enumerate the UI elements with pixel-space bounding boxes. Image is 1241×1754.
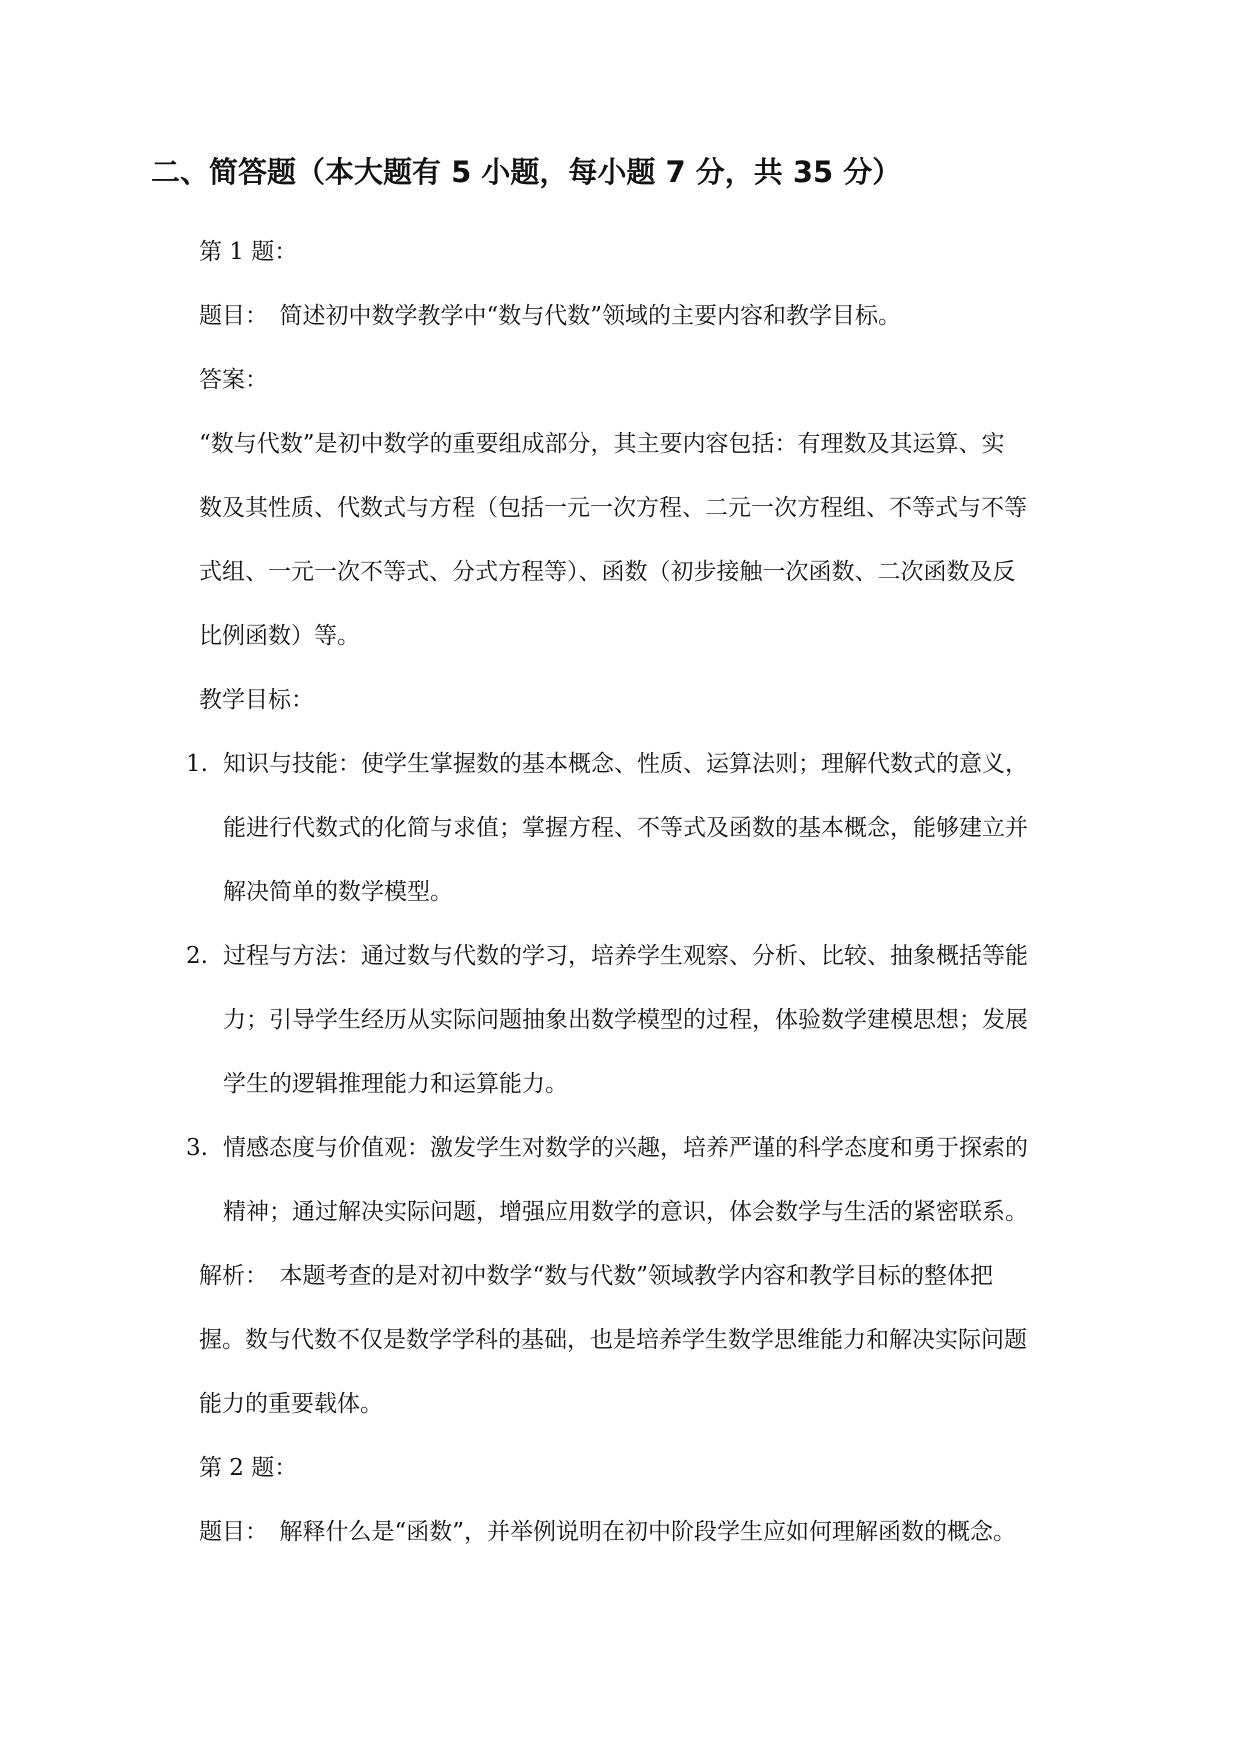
goal-line: 知识与技能：使学生掌握数的基本概念、性质、运算法则；理解代数式的意义， bbox=[223, 751, 1028, 777]
goal-line: 精神；通过解决实际问题，增强应用数学的意识，体会数学与生活的紧密联系。 bbox=[223, 1199, 1028, 1225]
goal-number: 2. bbox=[186, 943, 208, 969]
goal-line: 学生的逻辑推理能力和运算能力。 bbox=[223, 1071, 568, 1097]
goal-line: 能进行代数式的化简与求值；掌握方程、不等式及函数的基本概念，能够建立并 bbox=[223, 815, 1028, 841]
goal-number: 3. bbox=[186, 1135, 208, 1161]
q1-answer-line: “数与代数”是初中数学的重要组成部分，其主要内容包括：有理数及其运算、实 bbox=[199, 431, 1005, 457]
q1-answer-label: 答案： bbox=[199, 367, 268, 393]
q2-question: 题目： 解释什么是“函数”，并举例说明在初中阶段学生应如何理解函数的概念。 bbox=[199, 1519, 1017, 1545]
q1-answer-line: 式组、一元一次不等式、分式方程等）、函数（初步接触一次函数、二次函数及反 bbox=[199, 559, 1016, 585]
q1-answer-line: 比例函数）等。 bbox=[199, 623, 360, 649]
q1-analysis-line: 握。数与代数不仅是数学学科的基础，也是培养学生数学思维能力和解决实际问题 bbox=[199, 1327, 1027, 1353]
q1-goals-label: 教学目标： bbox=[199, 687, 314, 713]
goal-line: 过程与方法：通过数与代数的学习，培养学生观察、分析、比较、抽象概括等能 bbox=[223, 943, 1028, 969]
q1-label: 第 1 题： bbox=[199, 239, 298, 265]
section-title: 二、简答题（本大题有 5 小题，每小题 7 分，共 35 分） bbox=[151, 155, 902, 189]
q1-answer-line: 数及其性质、代数式与方程（包括一元一次方程、二元一次方程组、不等式与不等 bbox=[199, 495, 1027, 521]
goal-line: 力；引导学生经历从实际问题抽象出数学模型的过程，体验数学建模思想；发展 bbox=[223, 1007, 1028, 1033]
goal-number: 1. bbox=[186, 751, 208, 777]
q1-analysis-line: 解析： 本题考查的是对初中数学“数与代数”领域教学内容和教学目标的整体把 bbox=[199, 1263, 994, 1289]
goal-line: 解决简单的数学模型。 bbox=[223, 879, 453, 905]
q1-question: 题目： 简述初中数学教学中“数与代数”领域的主要内容和教学目标。 bbox=[199, 303, 902, 329]
q1-analysis-line: 能力的重要载体。 bbox=[199, 1391, 383, 1417]
q2-label: 第 2 题： bbox=[199, 1455, 298, 1481]
goal-line: 情感态度与价值观：激发学生对数学的兴趣，培养严谨的科学态度和勇于探索的 bbox=[223, 1135, 1028, 1161]
